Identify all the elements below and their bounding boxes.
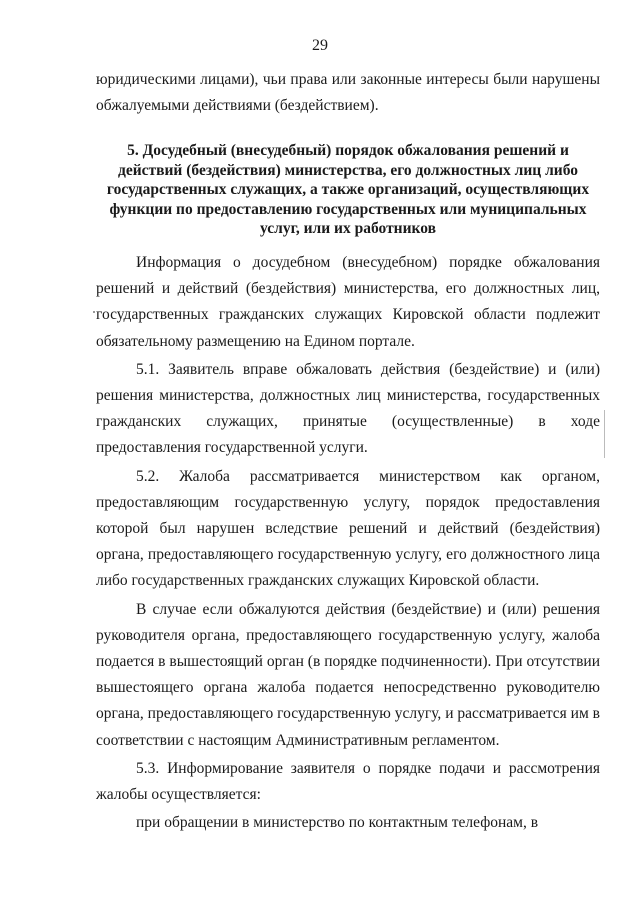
paragraph-5-1: 5.1. Заявитель вправе обжаловать действия (бездействие) и (или) решения министерства, должностных лиц министерства, государственных гражданских служащих, принятые (осуществленные) в ходе предоставления государственной услуги. [96,360,600,457]
paragraph-info: Информация о досудебном (внесудебном) порядке обжалования решений и действий (бездействия) министерства, его должностных лиц, государственных гражданских служащих Кировской области подлежит обязательному размещению на Едином портале. [96,254,600,350]
paragraph-5-2: 5.2. Жалоба рассматривается министерством как органом, предоставляющим государственную услугу, порядок предоставления которой был нарушен вследствие решений и действий (бездействия) органа, предоставляющего государственную услугу, его должностного лица либо государственных гражданских служащих Кировской области. [96,467,600,590]
paragraph-higher-body: В случае если обжалуются действия (бездействие) и (или) решения руководителя органа, предоставляющего государственную услугу, жалоба подается в вышестоящий орган (в порядке подчиненности). При отсутствии вышестоящего органа жалоба подается непосредственно руководителю органа, предоставляющего государственную услугу, и рассматривается им в соответствии с настоящим Административным регламентом. [96,600,600,749]
intro-text: юридическими лицами), чьи права или законные интересы были нарушены обжалуемыми действиями (бездействием). [96,71,600,115]
paragraph-phone: при обращении в министерство по контактным телефонам, в [136,814,539,832]
section-body [96,250,600,836]
scan-line [604,410,605,458]
scan-speck [93,311,95,313]
paragraph-5-3: 5.3. Информирование заявителя о порядке подачи и рассмотрения жалобы осуществляется: [96,759,600,804]
page-number: 29 [312,37,328,54]
section-heading: 5. Досудебный (внесудебный) порядок обжалования решений и действий (бездействия) министерства, его должностных лиц либо государственных служащих, а также организаций, осуществляющих функции по предоставлению государственных или муниципальных услуг, или их работников [106,142,590,237]
intro-paragraph [96,67,600,119]
